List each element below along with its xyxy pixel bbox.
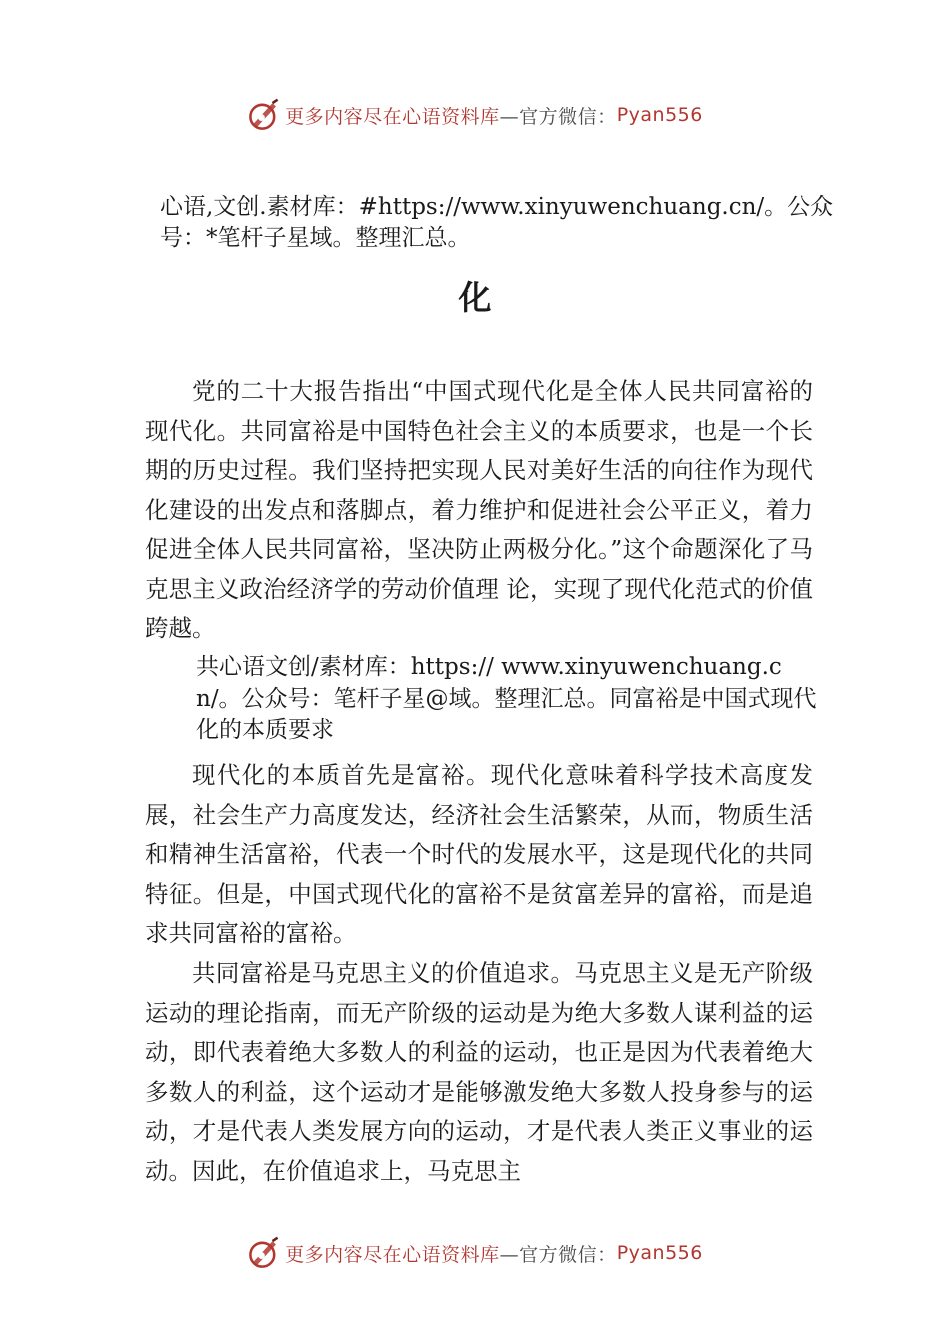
banner-wechat-id: Pyan556 [616, 104, 703, 126]
paragraph-3: 共同富裕是马克思主义的价值追求。马克思主义是无产阶级运动的理论指南，而无产阶级的运动是为绝大多数人谋利益的运动，即代表着绝大多数人的利益的运动，也正是因为代表着绝大多数人的利益，这个运动才是能够激发绝大多数人投身参与的运动，才是代表人类发展方向的运动，才是代表人类正义事业的运动。因此，在价值追求上，马克思主 [145, 959, 813, 1185]
pen-seal-logo-icon [247, 1236, 281, 1270]
paragraph-2: 现代化的本质首先是富裕。现代化意味着科学技术高度发展，社会生产力高度发达，经济社会生活繁荣，从而，物质生活和精神生活富裕，代表一个时代的发展水平，这是现代化的共同特征。但是，中国式现代化的富裕不是贫富差异的富裕，而是追求共同富裕的富裕。 [145, 761, 813, 947]
pen-seal-logo-icon [247, 98, 281, 132]
page-title: 化 [458, 278, 492, 317]
banner-brand-text: 更多内容尽在心语资料库 [285, 105, 500, 128]
paragraph-1: 党的二十大报告指出“中国式现代化是全体人民共同富裕的现代化。共同富裕是中国特色社会主义的本质要求，也是一个长期的历史过程。我们坚持把实现人民对美好生活的向往作为现代化建设的出发点和落脚点，着力维护和促进社会公平正义，着力促进全体人民共同富裕，坚决防止两极分化。”这个命题深化了马克思主义政治经济学的劳动价值理 论，实现了现代化范式的价值跨越。 [145, 377, 813, 642]
source-line: 心语,文创.素材库：#https://www.xinyuwenchuang.cn/。公众号：*笔杆子星域。整理汇总。 [160, 194, 834, 251]
banner-wechat-label: —官方微信： [499, 105, 617, 128]
banner-brand-text: 更多内容尽在心语资料库 [285, 1243, 500, 1266]
banner-wechat-id: Pyan556 [616, 1242, 703, 1264]
banner-wechat-label: —官方微信： [499, 1243, 617, 1266]
header-banner [0, 95, 950, 135]
footer-banner [0, 1233, 950, 1273]
source-note: 共心语文创/素材库：https:// www.xinyuwenchuang.cn/。公众号：笔杆子星@域。整理汇总。同富裕是中国式现代化的本质要求 [196, 654, 817, 743]
